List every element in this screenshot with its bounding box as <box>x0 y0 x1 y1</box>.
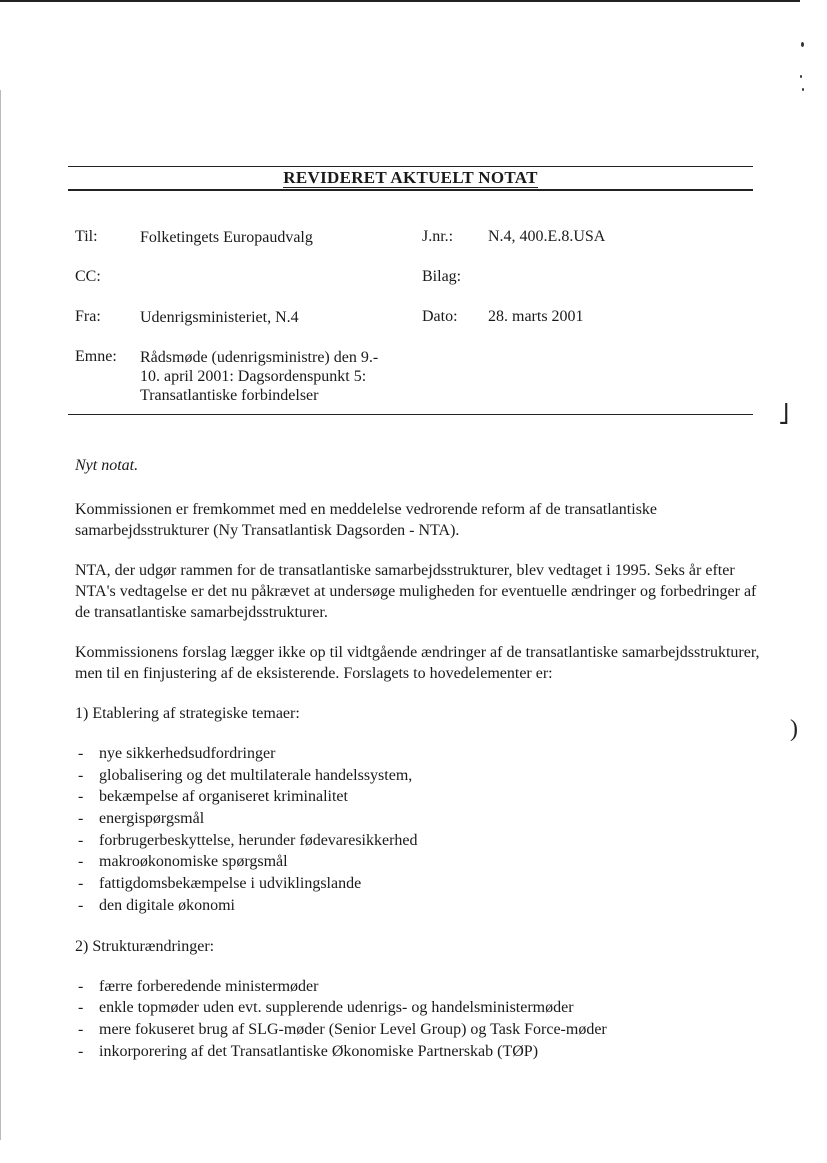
emne-value <box>140 348 430 405</box>
paragraph-2: NTA, der udgør rammen for de transatlantiske samarbejdsstrukturer, blev vedtaget i 1995. Seks år efter NTA's vedtagelse er det nu påkrævet at undersøge muligheden for eventuelle ændringer og forbedringer af de transatlantiske samarbejdsstrukturer. <box>75 562 757 621</box>
fra-label: Fra: <box>75 308 101 325</box>
document-title <box>68 167 753 189</box>
scan-edge-top <box>0 0 800 2</box>
list-item: - den digitale økonomi <box>75 895 760 917</box>
list-2 <box>75 976 760 1063</box>
til-value: Folketingets Europaudvalg <box>140 229 313 246</box>
paragraph-1: Kommissionen er fremkommet med en meddelelse vedrorende reform af de transatlantiske samarbejdsstrukturer (Ny Transatlantisk Dagsorden - NTA). <box>75 501 658 539</box>
til-label: Til: <box>75 228 98 245</box>
paragraph-3: Kommissionens forslag lægger ikke op til vidtgående ændringer af de transatlantiske samarbejdsstrukturer, men til en finjustering af de eksisterende. Forslagets to hovedelementer er: <box>75 644 760 682</box>
scan-bracket-mark: ˩ <box>778 398 790 431</box>
header-rule-bottom <box>68 414 753 415</box>
list-item: - fattigdomsbekæmpelse i udviklingslande <box>75 873 760 895</box>
emne-line: Transatlantiske forbindelser <box>140 387 319 404</box>
header-row-cc <box>75 268 755 308</box>
header-row-emne <box>75 348 755 404</box>
header-row-til <box>75 228 755 268</box>
scan-edge-left <box>0 90 1 1140</box>
document-title-text: REVIDERET AKTUELT NOTAT <box>283 168 538 187</box>
list-item: - makroøkonomiske spørgsmål <box>75 851 760 873</box>
bilag-label: Bilag: <box>422 268 462 285</box>
memo-body <box>75 455 760 1081</box>
dato-value: 28. marts 2001 <box>488 308 584 325</box>
list-1 <box>75 743 760 917</box>
list-item: - færre forberedende ministermøder <box>75 976 760 998</box>
list-item: - inkorporering af det Transatlantiske Økonomiske Partnerskab (TØP) <box>75 1041 760 1063</box>
scan-bracket-mark: ) <box>790 716 798 742</box>
list-item: - nye sikkerhedsudfordringer <box>75 743 760 765</box>
emne-line: Rådsmøde (udenrigsministre) den 9.- <box>140 349 379 366</box>
title-block <box>68 166 753 191</box>
scan-speck <box>802 88 804 91</box>
title-rule-bottom <box>68 189 753 191</box>
nyt-notat-label: Nyt notat. <box>75 457 139 474</box>
list-item: - forbrugerbeskyttelse, herunder fødevaresikkerhed <box>75 830 760 852</box>
list-item: - mere fokuseret brug af SLG-møder (Senior Level Group) og Task Force-møder <box>75 1019 760 1041</box>
jnr-value: N.4, 400.E.8.USA <box>488 228 606 245</box>
memo-header <box>75 228 755 404</box>
jnr-label: J.nr.: <box>422 228 454 245</box>
list-1-title: 1) Etablering af strategiske temaer: <box>75 705 300 722</box>
cc-label: CC: <box>75 268 101 285</box>
emne-label: Emne: <box>75 348 117 365</box>
fra-value: Udenrigsministeriet, N.4 <box>140 309 299 326</box>
list-2-title: 2) Strukturændringer: <box>75 937 215 955</box>
header-row-fra <box>75 308 755 348</box>
list-item: - bekæmpelse af organiseret kriminalitet <box>75 786 760 808</box>
list-item: - globalisering og det multilaterale handelssystem, <box>75 765 760 787</box>
emne-line: 10. april 2001: Dagsordenspunkt 5: <box>140 368 367 385</box>
scan-speck <box>800 75 802 78</box>
list-item: - energispørgsmål <box>75 808 760 830</box>
list-item: - enkle topmøder uden evt. supplerende udenrigs- og handelsministermøder <box>75 997 760 1019</box>
dato-label: Dato: <box>422 308 458 325</box>
scan-speck <box>801 42 804 47</box>
